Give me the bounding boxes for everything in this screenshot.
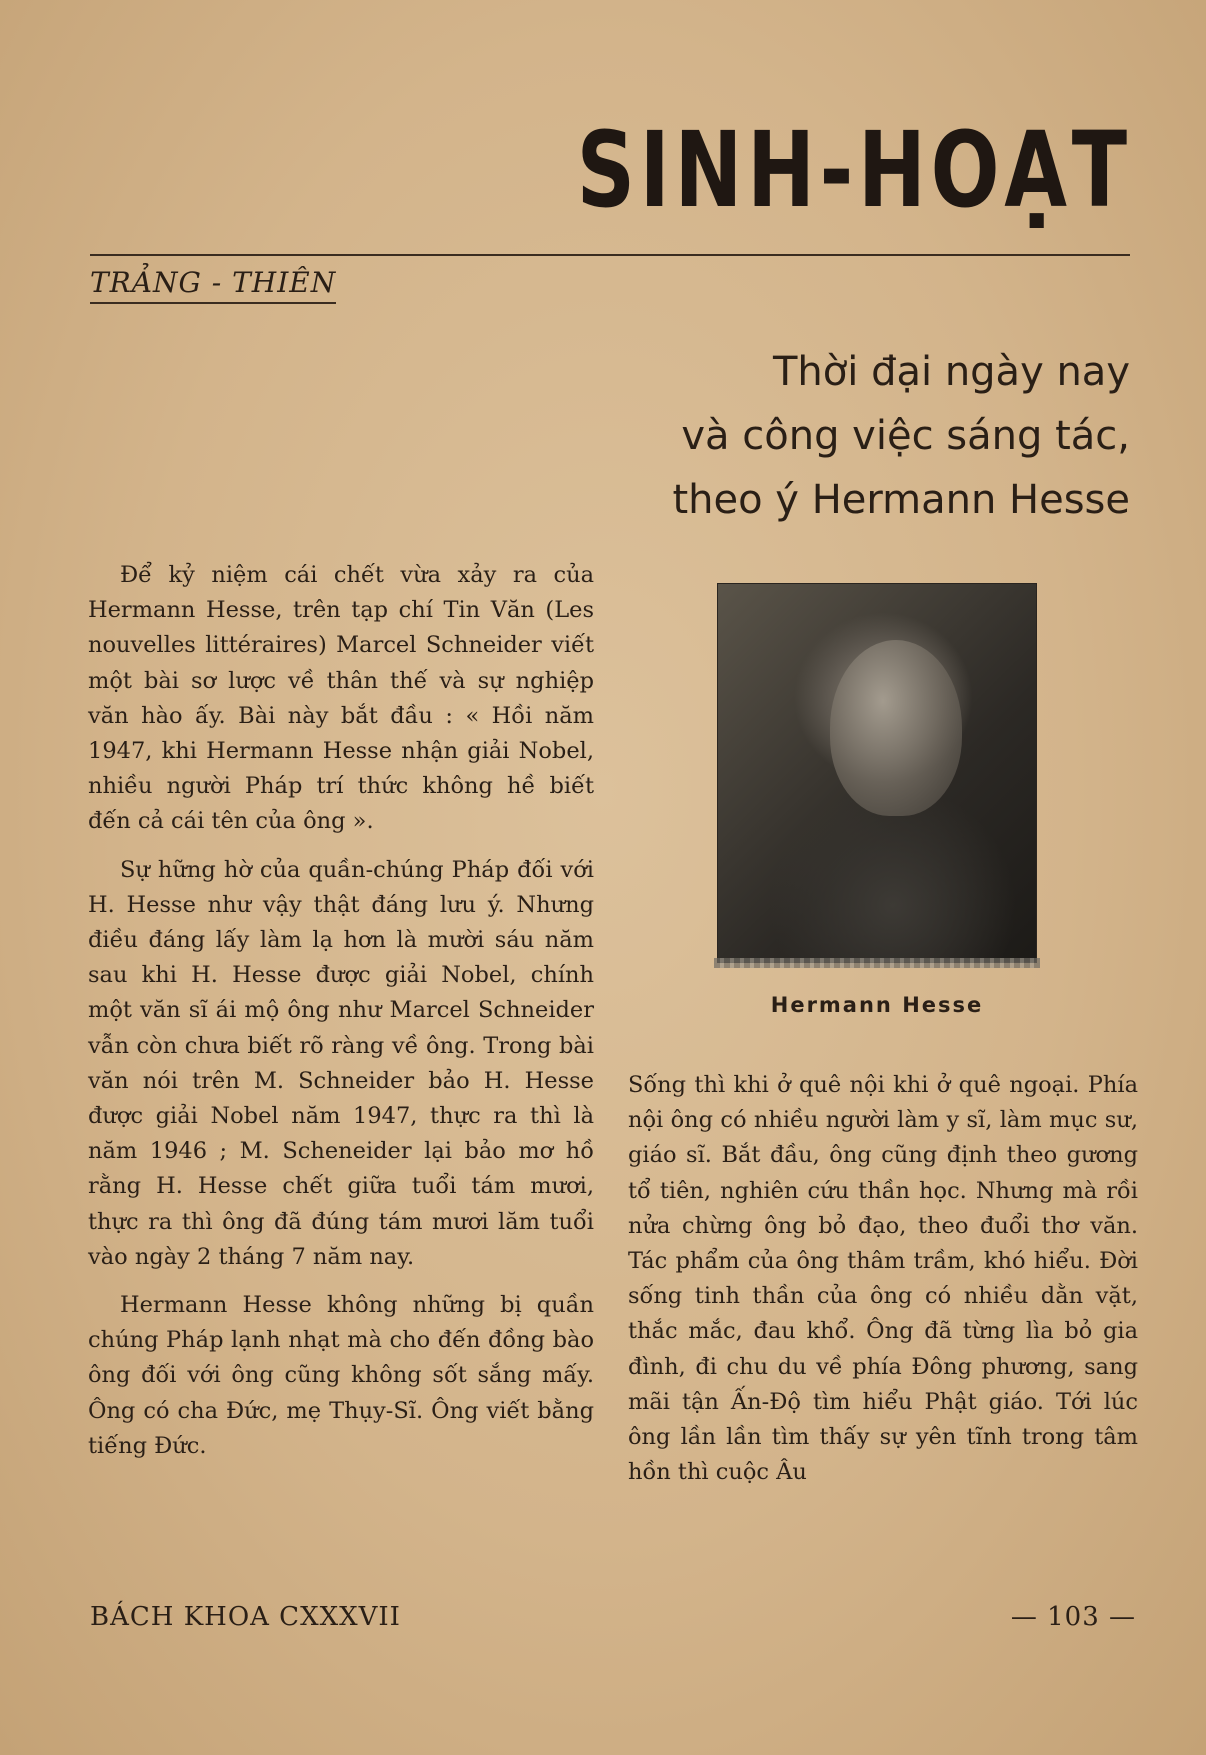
paragraph: Sống thì khi ở quê nội khi ở quê ngoại. Phía nội ông có nhiều người làm y sĩ, làm mục sư, giáo sĩ. Bắt đầu, ông cũng định theo gương tổ tiên, nghiên cứu thần học. Nhưng mà rồi nửa chừng ông bỏ đạo, theo đuổi thơ văn. Tác phẩm của ông thâm trầm, khó hiểu. Đời sống tinh thần của ông có nhiều dằn vặt, thắc mắc, đau khổ. Ông đã từng lìa bỏ gia đình, đi chu du về phía Đông phương, sang mãi tận Ấn-Độ tìm hiểu Phật giáo. Tới lúc ông lần lần tìm thấy sự yên tĩnh trong tâm hồn thì cuộc Âu — [628, 1072, 1138, 1486]
magazine-issue: BÁCH KHOA CXXXVII — [90, 1602, 401, 1632]
title-line: Thời đại ngày nay — [773, 349, 1130, 395]
photo-edge-strip — [714, 958, 1040, 968]
title-line: theo ý Hermann Hesse — [672, 477, 1130, 523]
title-line: và công việc sáng tác, — [681, 413, 1130, 459]
photo-caption: Hermann Hesse — [770, 993, 984, 1017]
left-column — [88, 558, 594, 1464]
paragraph: Hermann Hesse không những bị quần chúng Pháp lạnh nhạt mà cho đến đồng bào ông đối với ông cũng không sốt sắng mấy. Ông có cha Đức, mẹ Thụy-Sĩ. Ông viết bằng tiếng Đức. — [88, 1292, 594, 1459]
right-column — [628, 1068, 1138, 1490]
section-masthead: SINH-HOẠT — [576, 109, 1132, 231]
portrait-face — [830, 640, 962, 816]
portrait-photo — [717, 583, 1037, 963]
paragraph: Để kỷ niệm cái chết vừa xảy ra của Hermann Hesse, trên tạp chí Tin Văn (Les nouvelles littéraires) Marcel Schneider viết một bài sơ lược về thân thế và sự nghiệp văn hào ấy. Bài này bắt đầu : « Hồi năm 1947, khi Hermann Hesse nhận giải Nobel, nhiều người Pháp trí thức không hề biết đến cả cái tên của ông ». — [88, 562, 594, 835]
paragraph: Sự hững hờ của quần-chúng Pháp đối với H. Hesse như vậy thật đáng lưu ý. Nhưng điều đáng lấy làm lạ hơn là mười sáu năm sau khi H. Hesse được giải Nobel, chính một văn sĩ ái mộ ông như Marcel Schneider vẫn còn chưa biết rõ ràng về ông. Trong bài văn nói trên M. Schneider bảo H. Hesse được giải Nobel năm 1947, thực ra thì là năm 1946 ; M. Scheneider lại bảo mơ hồ rằng H. Hesse chết giữa tuổi tám mươi, thực ra thì ông đã đúng tám mươi lăm tuổi vào ngày 2 tháng 7 năm nay. — [88, 856, 594, 1270]
header-rule — [90, 254, 1130, 256]
page-number: — 103 — — [1010, 1602, 1136, 1632]
author-byline: TRẢNG - THIÊN — [90, 266, 336, 304]
article-title — [570, 340, 1130, 532]
